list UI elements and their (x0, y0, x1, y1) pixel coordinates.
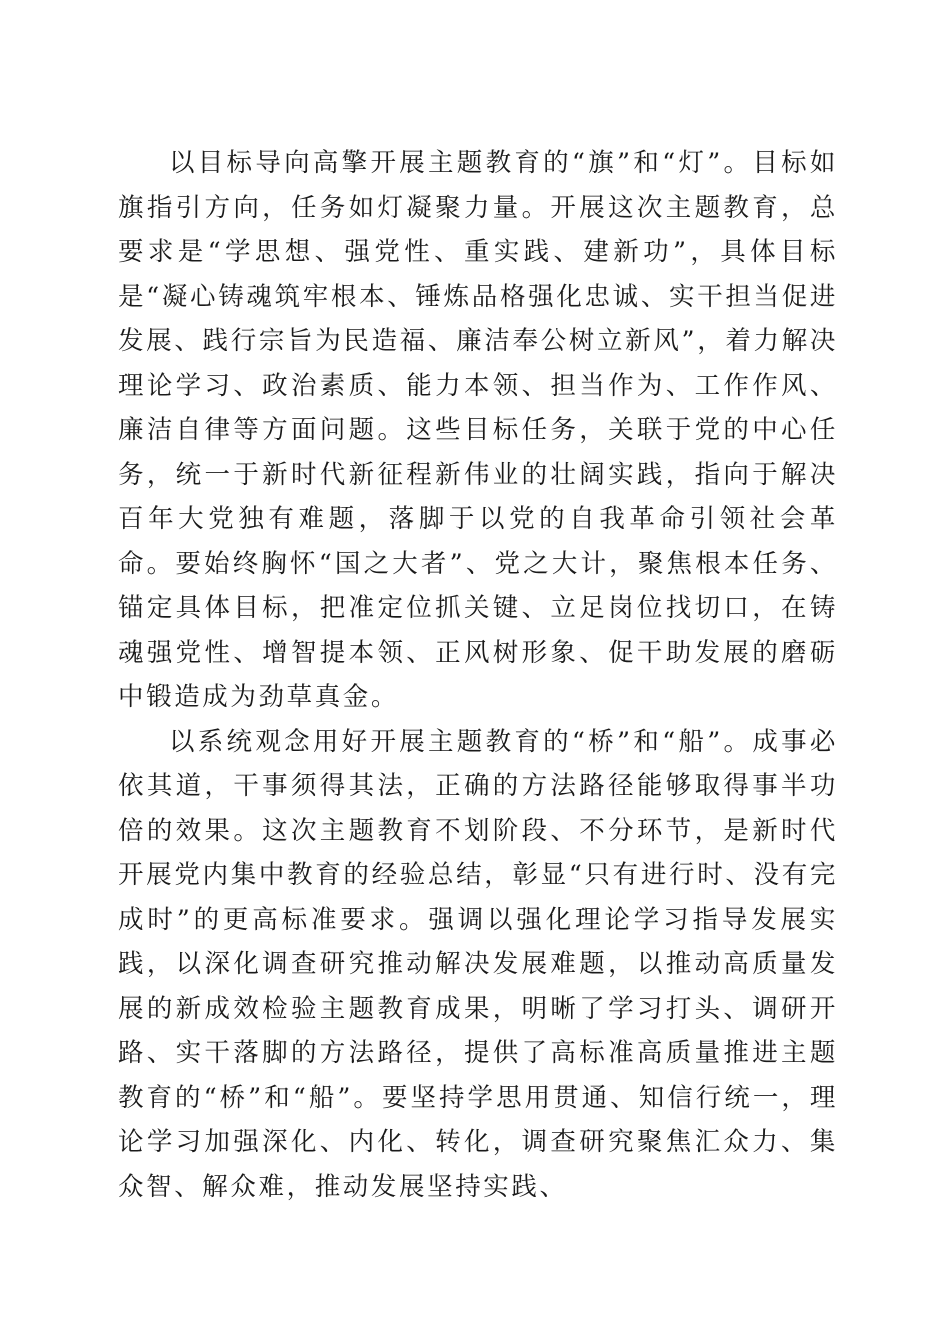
paragraph-systems-view: 以系统观念用好开展主题教育的“桥”和“船”。成事必依其道，干事须得其法，正确的方法路径能够取得事半功倍的效果。这次主题教育不划阶段、不分环节，是新时代开展党内集中教育的经验总结，彰显“只有进行时、没有完成时”的更高标准要求。强调以强化理论学习指导发展实践，以深化调查研究推动解决发展难题，以推动高质量发展的新成效检验主题教育成果，明晰了学习打头、调研开路、实干落脚的方法路径，提供了高标准高质量推进主题教育的“桥”和“船”。要坚持学思用贯通、知信行统一，理论学习加强深化、内化、转化，调查研究聚焦汇众力、集众智、解众难，推动发展坚持实践、 (118, 726, 838, 1202)
paragraph-goal-orientation: 以目标导向高擎开展主题教育的“旗”和“灯”。目标如旗指引方向，任务如灯凝聚力量。开展这次主题教育，总要求是“学思想、强党性、重实践、建新功”，具体目标是“凝心铸魂筑牢根本、锤炼品格强化忠诚、实干担当促进发展、践行宗旨为民造福、廉洁奉公树立新风”，着力解决理论学习、政治素质、能力本领、担当作为、工作作风、廉洁自律等方面问题。这些目标任务，关联于党的中心任务，统一于新时代新征程新伟业的壮阔实践，指向于解决百年大党独有难题，落脚于以党的自我革命引领社会革命。要始终胸怀“国之大者”、党之大计，聚焦根本任务、锚定具体目标，把准定位抓关键、立足岗位找切口，在铸魂强党性、增智提本领、正风树形象、促干助发展的磨砺中锻造成为劲草真金。 (118, 148, 838, 712)
document-body (118, 141, 838, 1209)
